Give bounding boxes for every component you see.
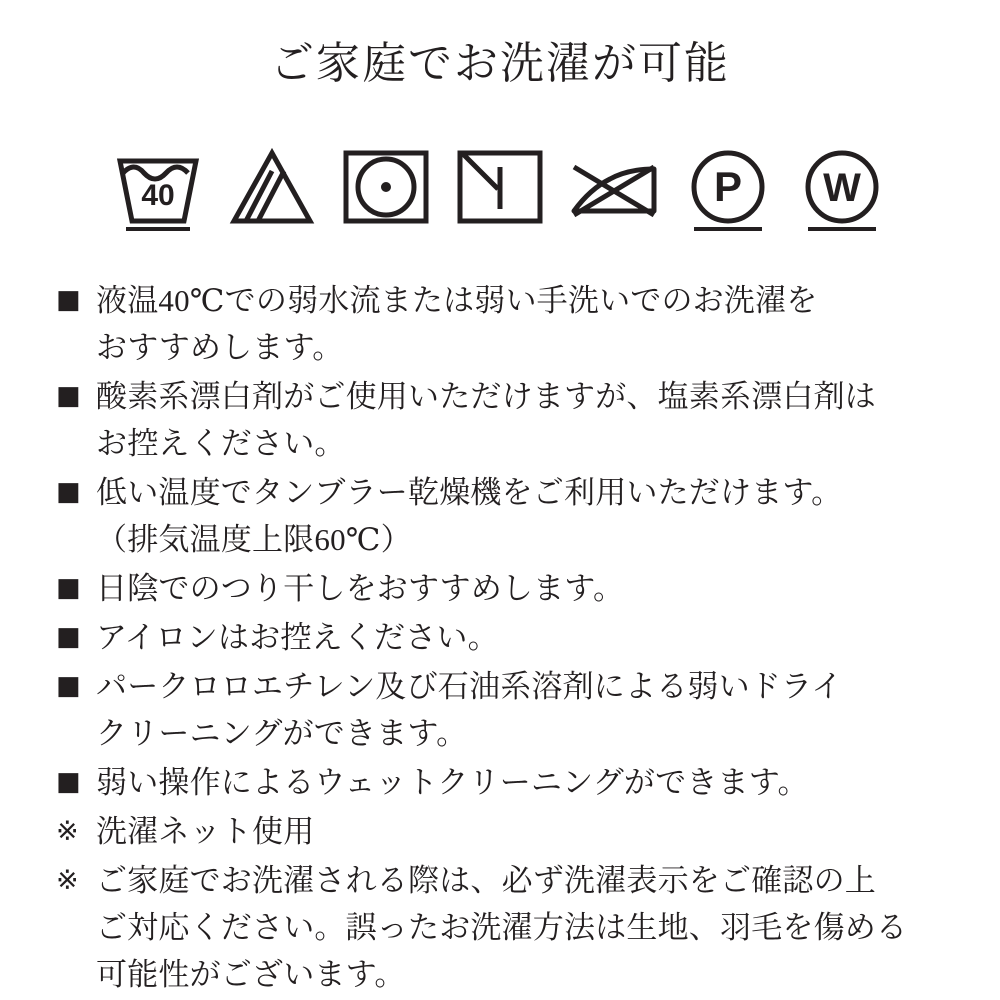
list-item	[56, 663, 944, 757]
svg-text:40: 40	[141, 178, 175, 212]
list-text-line: ご家庭でお洗濯される際は、必ず洗濯表示をご確認の上	[96, 862, 876, 898]
list-marker: ■	[56, 284, 81, 315]
list-text-line: 低い温度でタンブラー乾燥機をご利用いただけます。	[96, 474, 843, 510]
list-item	[56, 565, 944, 612]
list-text	[96, 469, 944, 563]
list-text-line: 日陰でのつり干しをおすすめします。	[96, 570, 625, 606]
list-text-line: おすすめします。	[96, 329, 344, 365]
list-text	[96, 759, 944, 806]
list-item	[56, 857, 944, 998]
list-text-line: 可能性がございます。	[96, 956, 406, 992]
list-text-line: 酸素系漂白剤がご使用いただけますが、塩素系漂白剤は	[96, 378, 876, 414]
do-not-iron-symbol	[566, 137, 662, 233]
oxygen-bleach-symbol	[224, 137, 320, 233]
list-text-line: お控えください。	[96, 425, 346, 461]
care-symbol-row	[0, 133, 1000, 233]
list-marker: ※	[56, 815, 79, 847]
list-text	[96, 565, 944, 612]
list-text-line: 液温40℃での弱水流または弱い手洗いでのお洗濯を	[96, 282, 818, 318]
list-text-line: （排気温度上限60℃）	[96, 521, 412, 557]
list-item	[56, 469, 944, 563]
list-marker: ■	[56, 380, 81, 411]
list-text	[96, 373, 944, 467]
list-text-line: アイロンはお控えください。	[96, 619, 499, 655]
list-text	[96, 614, 944, 661]
list-text-line: 洗濯ネット使用	[96, 813, 315, 849]
list-item	[56, 373, 944, 467]
list-text	[96, 808, 944, 855]
list-item	[56, 759, 944, 806]
tumble-dry-low-symbol	[338, 137, 434, 233]
list-marker: ■	[56, 572, 81, 603]
list-text-line: パークロロエチレン及び石油系溶剤による弱いドライ	[96, 668, 843, 704]
list-marker: ■	[56, 621, 81, 652]
list-item	[56, 614, 944, 661]
list-marker: ■	[56, 476, 81, 507]
svg-text:W: W	[823, 165, 861, 210]
list-item	[56, 808, 944, 855]
dry-clean-p-symbol	[680, 137, 776, 233]
svg-text:P: P	[713, 162, 743, 210]
list-text	[96, 857, 944, 998]
list-marker: ■	[56, 766, 81, 797]
page-title: ご家庭でお洗濯が可能	[270, 39, 730, 88]
list-text-line: 弱い操作によるウェットクリーニングができます。	[96, 764, 809, 800]
care-instruction-list	[0, 277, 1000, 998]
wash-40-symbol	[110, 137, 206, 233]
list-marker: ■	[56, 670, 81, 701]
list-text	[96, 663, 944, 757]
list-marker: ※	[56, 864, 79, 896]
line-dry-shade-symbol	[452, 137, 548, 233]
list-item	[56, 277, 944, 371]
wet-clean-w-symbol	[794, 137, 890, 233]
list-text-line: クリーニングができます。	[96, 715, 468, 751]
list-text-line: ご対応ください。誤ったお洗濯方法は生地、羽毛を傷める	[96, 909, 908, 945]
list-text	[96, 277, 944, 371]
